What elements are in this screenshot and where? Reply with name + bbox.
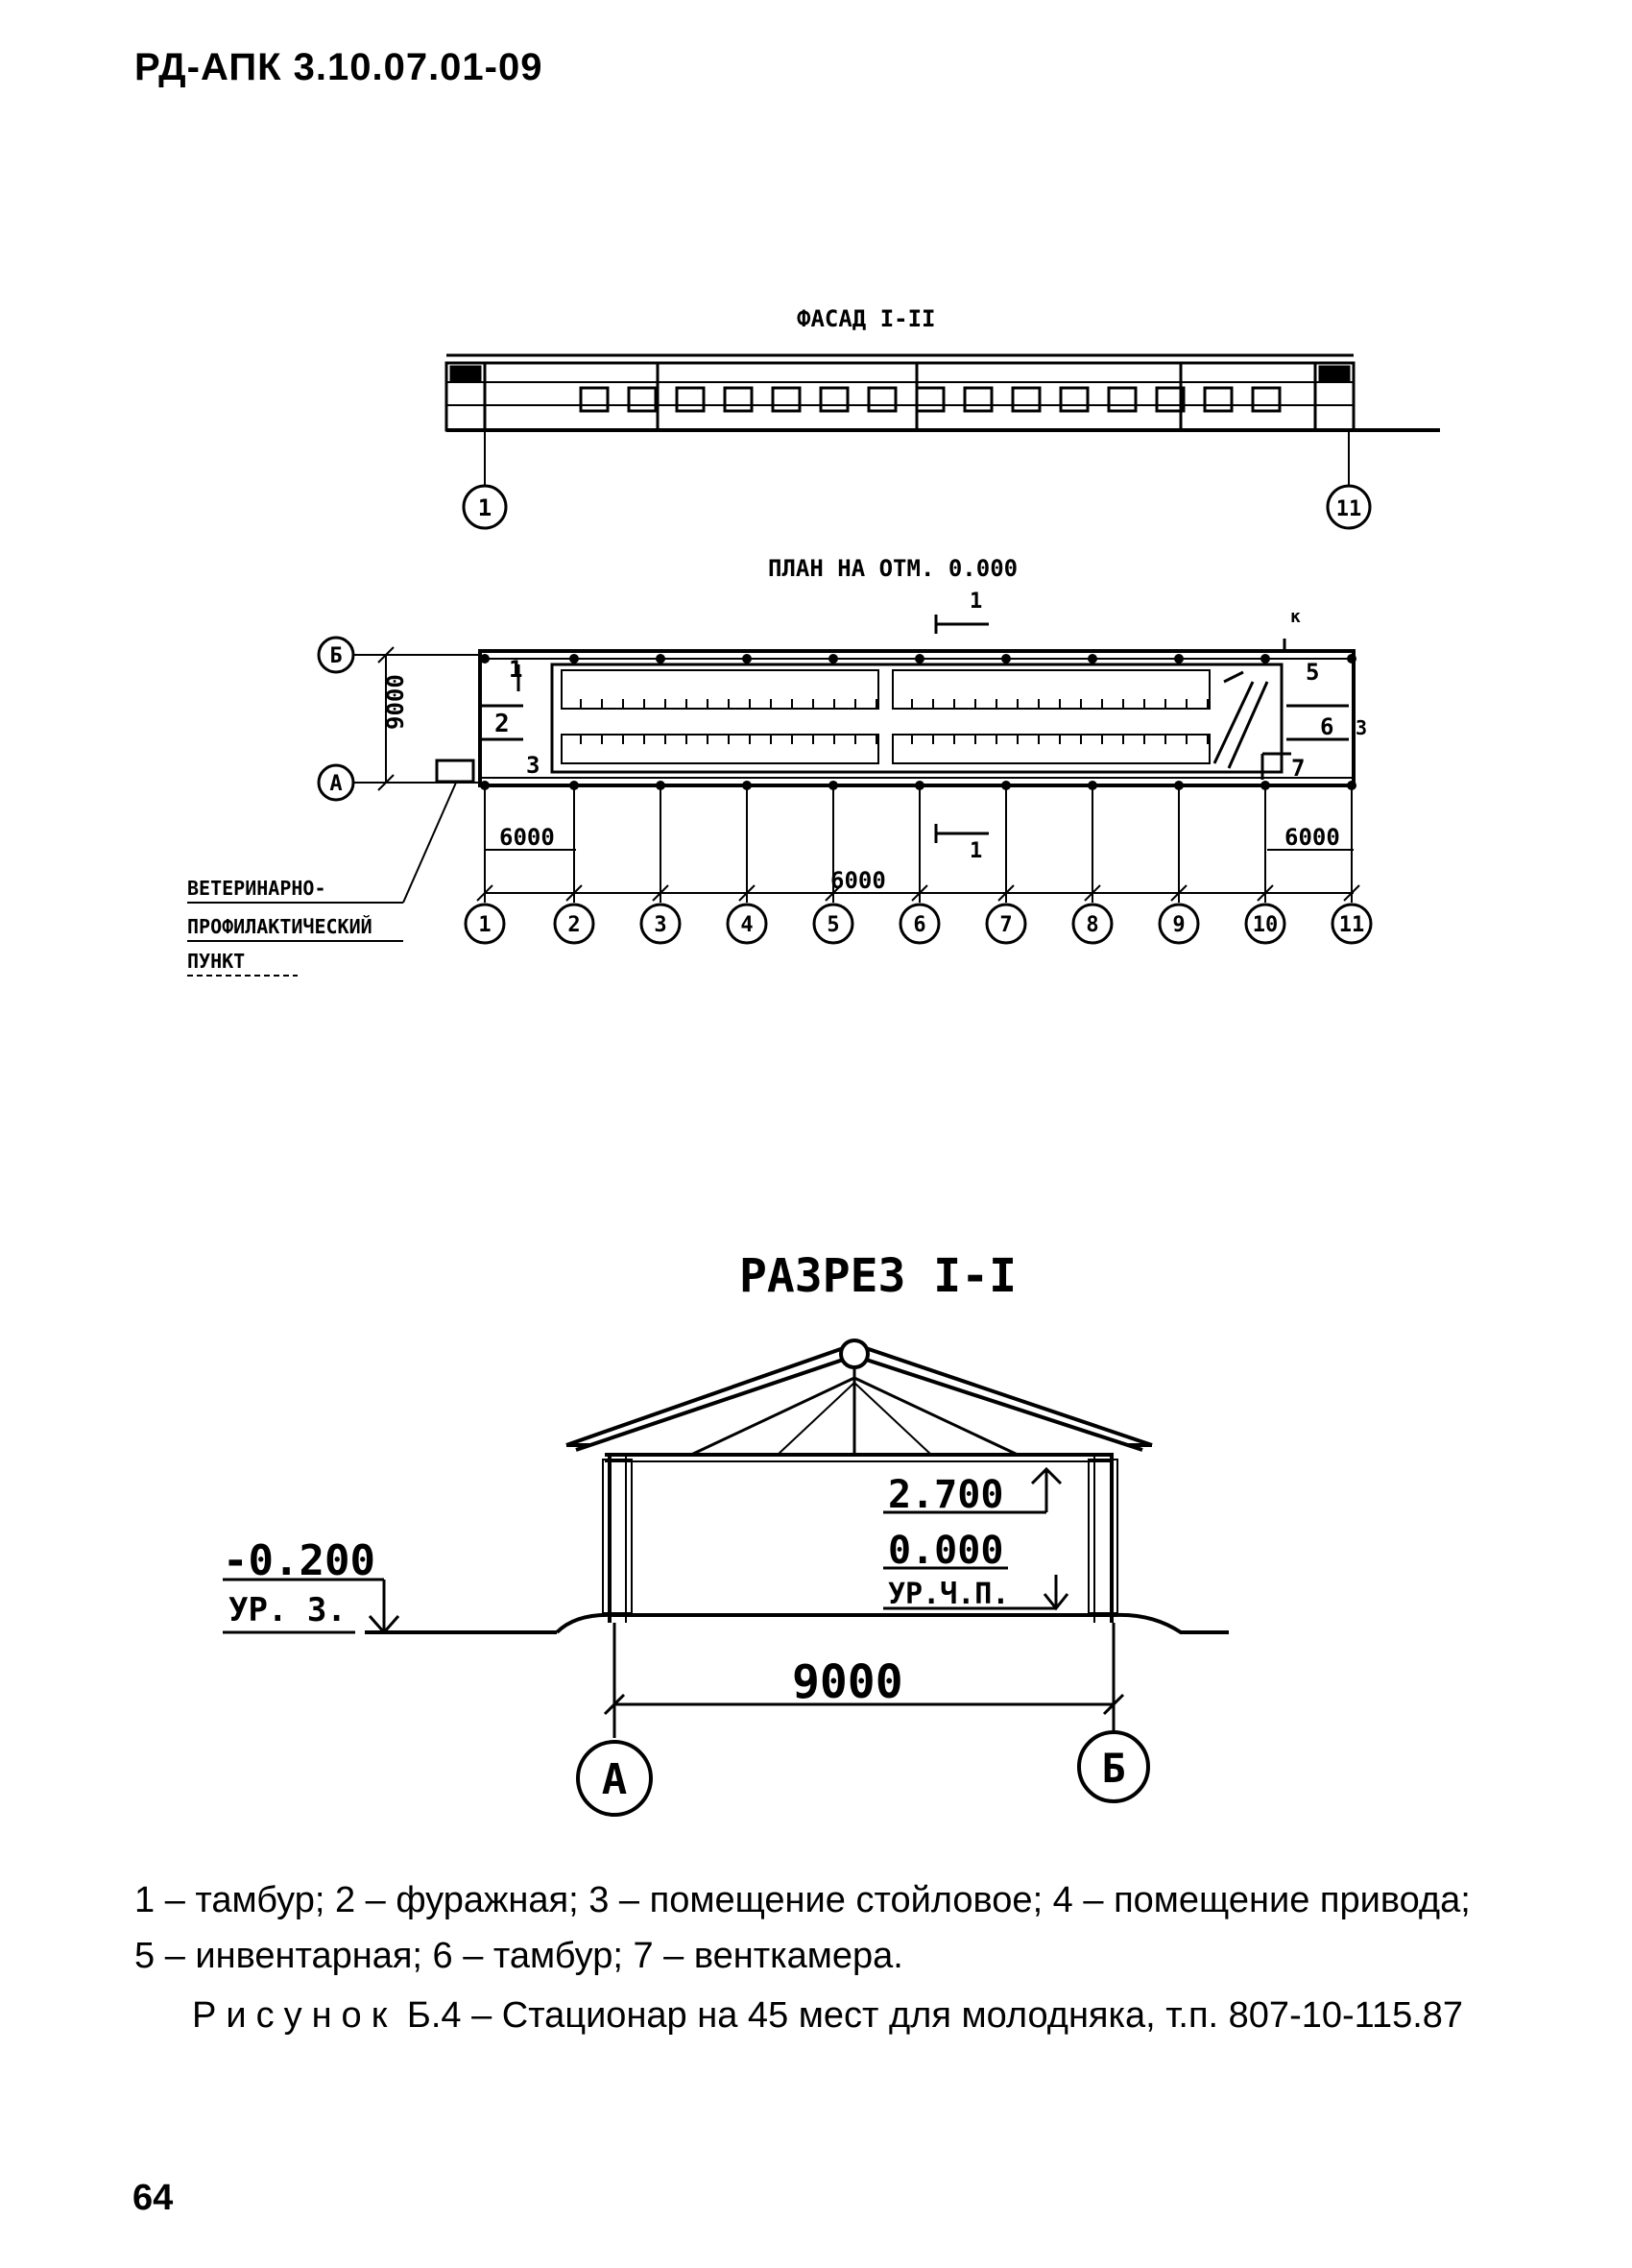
- legend-paragraph: 1 – тамбур; 2 – фуражная; 3 – помещение стойловое; 4 – помещение привода; 5 – инвентарная; 6 – тамбур; 7 – венткамера.: [134, 1880, 1471, 1976]
- column-dot: [742, 654, 752, 664]
- plan-axis-label-8: 8: [1086, 913, 1099, 937]
- facade-axis-label-11: 11: [1335, 497, 1362, 521]
- facade-window: [581, 388, 608, 411]
- section-title: РАЗРЕЗ I-I: [739, 1249, 1017, 1303]
- facade-axis-lines: [485, 430, 1349, 485]
- facade-title: ФАСАД I-II: [797, 305, 936, 332]
- facade-window: [965, 388, 992, 411]
- facade-window: [917, 388, 944, 411]
- page-number: 64: [132, 2178, 174, 2218]
- column-dot: [1088, 654, 1097, 664]
- facade-window: [1013, 388, 1040, 411]
- axis-label-B: Б: [329, 644, 343, 668]
- plan-title: ПЛАН НА ОТМ. 0.000: [768, 555, 1019, 582]
- k-mark: к: [1290, 607, 1301, 627]
- legend-text: [134, 1872, 1498, 1984]
- plan-dim-step: 6000: [830, 867, 886, 894]
- column-dot: [1347, 654, 1356, 664]
- facade-window: [629, 388, 656, 411]
- plan-dim-bay-right: 6000: [1284, 824, 1340, 851]
- vet-label-line-1: ВЕТЕРИНАРНО-: [187, 877, 326, 900]
- plan-axis-label-5: 5: [827, 913, 840, 937]
- plan-outline: [437, 651, 1354, 785]
- vet-label-line-3: ПУНКТ: [187, 950, 246, 973]
- room-number-3: 3: [526, 752, 540, 779]
- facade-window: [677, 388, 704, 411]
- facade-window: [1205, 388, 1232, 411]
- plan-dim-bay-left: 6000: [499, 824, 555, 851]
- section-axis-label-B: Б: [1101, 1745, 1126, 1792]
- column-dot: [480, 654, 490, 664]
- room-number-1: 1: [509, 656, 523, 683]
- column-dot: [1174, 654, 1184, 664]
- section-axis-label-A: А: [601, 1755, 628, 1804]
- room-number-6: 6: [1320, 713, 1334, 740]
- axis-label-A: А: [329, 772, 343, 796]
- room-number-5: 5: [1306, 659, 1320, 686]
- level-ground-label: УР. З.: [228, 1591, 347, 1629]
- level-floor: 0.000: [888, 1529, 1004, 1573]
- plan-axis-label-11: 11: [1338, 913, 1365, 937]
- plan-axis-bubbles: [466, 905, 1371, 943]
- figure-text: Б.4 – Стационар на 45 мест для молодняка, т.п. 807-10-115.87: [396, 1995, 1464, 2036]
- room-number-2: 2: [494, 710, 510, 738]
- room-number-3b: 3: [1356, 716, 1368, 739]
- document-header: РД-АПК 3.10.07.01-09: [134, 46, 543, 88]
- facade-axis-label-1: 1: [477, 495, 492, 521]
- section-dim: 9000: [792, 1655, 903, 1709]
- column-dot: [569, 654, 579, 664]
- plan-axis-label-10: 10: [1252, 913, 1279, 937]
- plan-axis-label-3: 3: [654, 913, 667, 937]
- plan-axis-label-4: 4: [740, 913, 754, 937]
- plan-axis-label-2: 2: [567, 913, 581, 937]
- facade-windows: [581, 388, 1280, 411]
- plan-letter-axes: [350, 647, 480, 790]
- section-marker-top: 1: [970, 590, 983, 614]
- plan-dim-width: 9000: [382, 674, 409, 730]
- facade-window: [869, 388, 896, 411]
- plan-axis-label-6: 6: [913, 913, 926, 937]
- plan-axis-label-9: 9: [1172, 913, 1186, 937]
- facade-window: [1109, 388, 1136, 411]
- section-marker-bottom: 1: [970, 839, 983, 863]
- plan-section-markers: [936, 615, 989, 843]
- plan-column-dots: [480, 654, 1356, 790]
- vet-label-line-2: ПРОФИЛАКТИЧЕСКИЙ: [187, 915, 372, 938]
- level-floor-label: УР.Ч.П.: [888, 1578, 1010, 1611]
- column-dot: [1001, 654, 1011, 664]
- section-building: [365, 1340, 1229, 1632]
- figure-caption: [134, 1992, 1498, 2039]
- facade-window: [821, 388, 848, 411]
- plan-axis-lines: [477, 785, 1359, 903]
- room-number-7: 7: [1291, 755, 1306, 782]
- facade-window: [1061, 388, 1088, 411]
- level-ground: -0.200: [223, 1536, 375, 1585]
- plan-axis-label-7: 7: [999, 913, 1013, 937]
- facade-window: [725, 388, 752, 411]
- column-dot: [656, 654, 665, 664]
- plan-stall-ticks: [581, 699, 1208, 744]
- facade-window: [1253, 388, 1280, 411]
- column-dot: [828, 654, 838, 664]
- column-dot: [1260, 654, 1270, 664]
- level-top: 2.700: [888, 1473, 1004, 1517]
- column-dot: [915, 654, 924, 664]
- plan-axis-label-1: 1: [478, 913, 492, 937]
- facade-window: [773, 388, 800, 411]
- figure-prefix: Рисунок: [192, 1995, 397, 2036]
